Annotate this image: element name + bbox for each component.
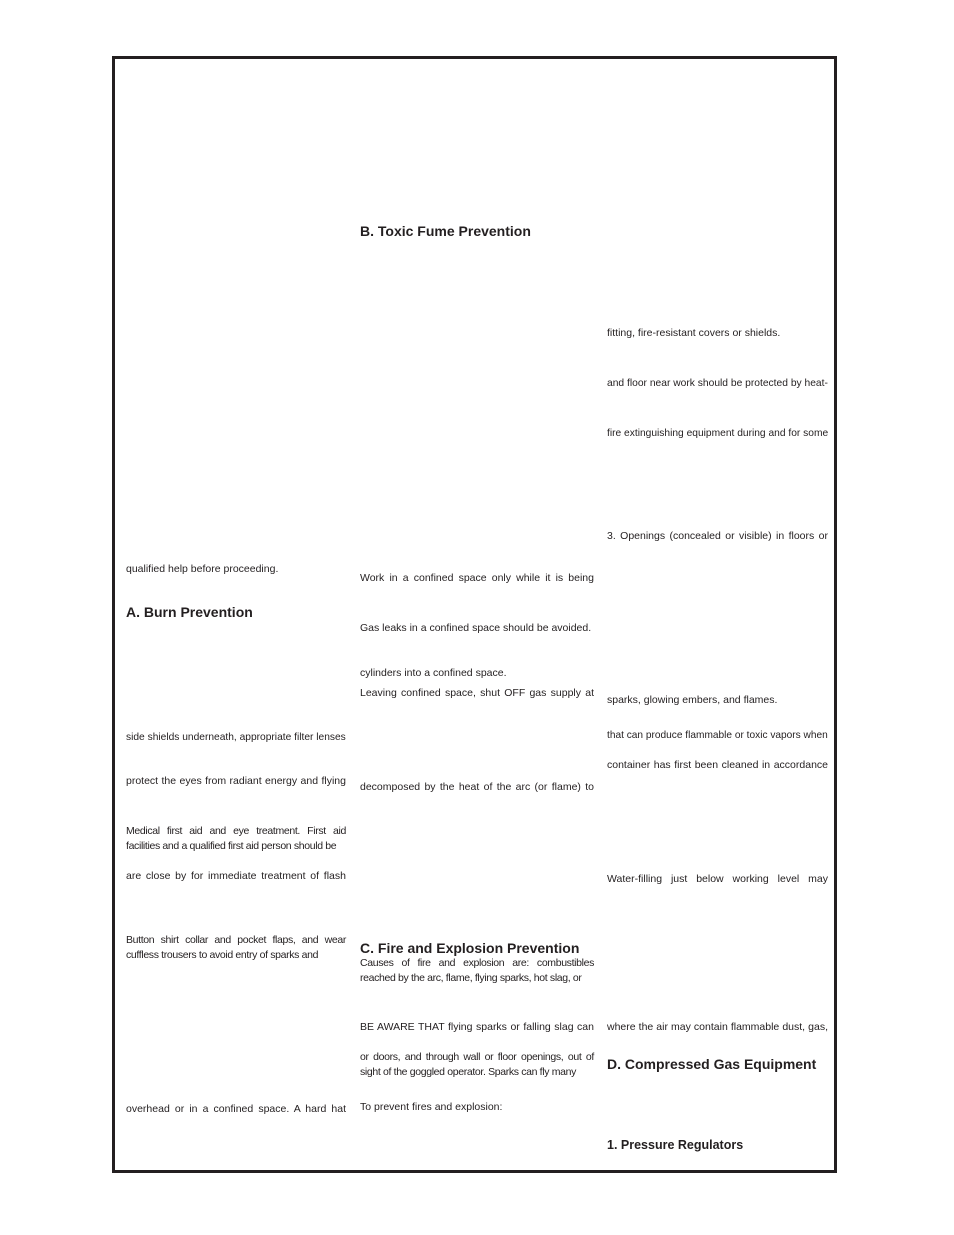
text-cylinders: cylinders into a confined space. [360,667,507,679]
text-medical-first-aid: Medical first aid and eye treatment. First aid facilities and a qualified first aid person should be [126,825,346,852]
text-flammable-vapors: that can produce flammable or toxic vapors when [607,729,828,741]
text-causes-of-fire: Causes of fire and explosion are: combustibles reached by the arc, flame, flying sparks, hot slag, or [360,957,594,984]
text-floor-near-work: and floor near work should be protected by heat- [607,377,828,389]
text-decomposed: decomposed by the heat of the arc (or flame) to [360,781,594,793]
text-sparks-embers: sparks, glowing embers, and flames. [607,694,778,706]
heading-pressure-regulators: 1. Pressure Regulators [607,1138,744,1152]
text-confined-space: Work in a confined space only while it is being [360,572,594,584]
text-side-shields: side shields underneath, appropriate filter lenses [126,731,346,743]
text-container-cleaned: container has first been cleaned in accordance [607,759,828,771]
text-fitting: fitting, fire-resistant covers or shields. [607,327,781,339]
text-qualified-help: qualified help before proceeding. [126,563,279,575]
heading-toxic-fume-prevention: B. Toxic Fume Prevention [360,223,531,239]
text-close-by: are close by for immediate treatment of flash [126,870,346,882]
text-protect-eyes: protect the eyes from radiant energy and flying [126,775,346,787]
text-button-shirt: Button shirt collar and pocket flaps, and wear cuffless trousers to avoid entry of sparks and [126,934,346,961]
text-doors-openings: or doors, and through wall or floor openings, out of sight of the goggled operator. Sparks can fly many [360,1051,594,1078]
text-be-aware: BE AWARE THAT flying sparks or falling slag can [360,1021,594,1033]
text-extinguishing: fire extinguishing equipment during and for some [607,427,829,439]
heading-compressed-gas-equipment: D. Compressed Gas Equipment [607,1056,817,1072]
text-leaving-confined-space: Leaving confined space, shut OFF gas supply at [360,687,594,699]
text-openings: 3. Openings (concealed or visible) in floors or [607,530,828,542]
heading-burn-prevention: A. Burn Prevention [126,604,253,620]
text-to-prevent: To prevent fires and explosion: [360,1101,503,1113]
text-water-filling: Water-filling just below working level may [607,873,828,885]
text-gas-leaks: Gas leaks in a confined space should be avoided. [360,622,592,634]
text-overhead: overhead or in a confined space. A hard hat [126,1103,346,1115]
heading-fire-explosion-prevention: C. Fire and Explosion Prevention [360,940,580,956]
text-flammable-dust: where the air may contain flammable dust, gas, [607,1021,828,1033]
